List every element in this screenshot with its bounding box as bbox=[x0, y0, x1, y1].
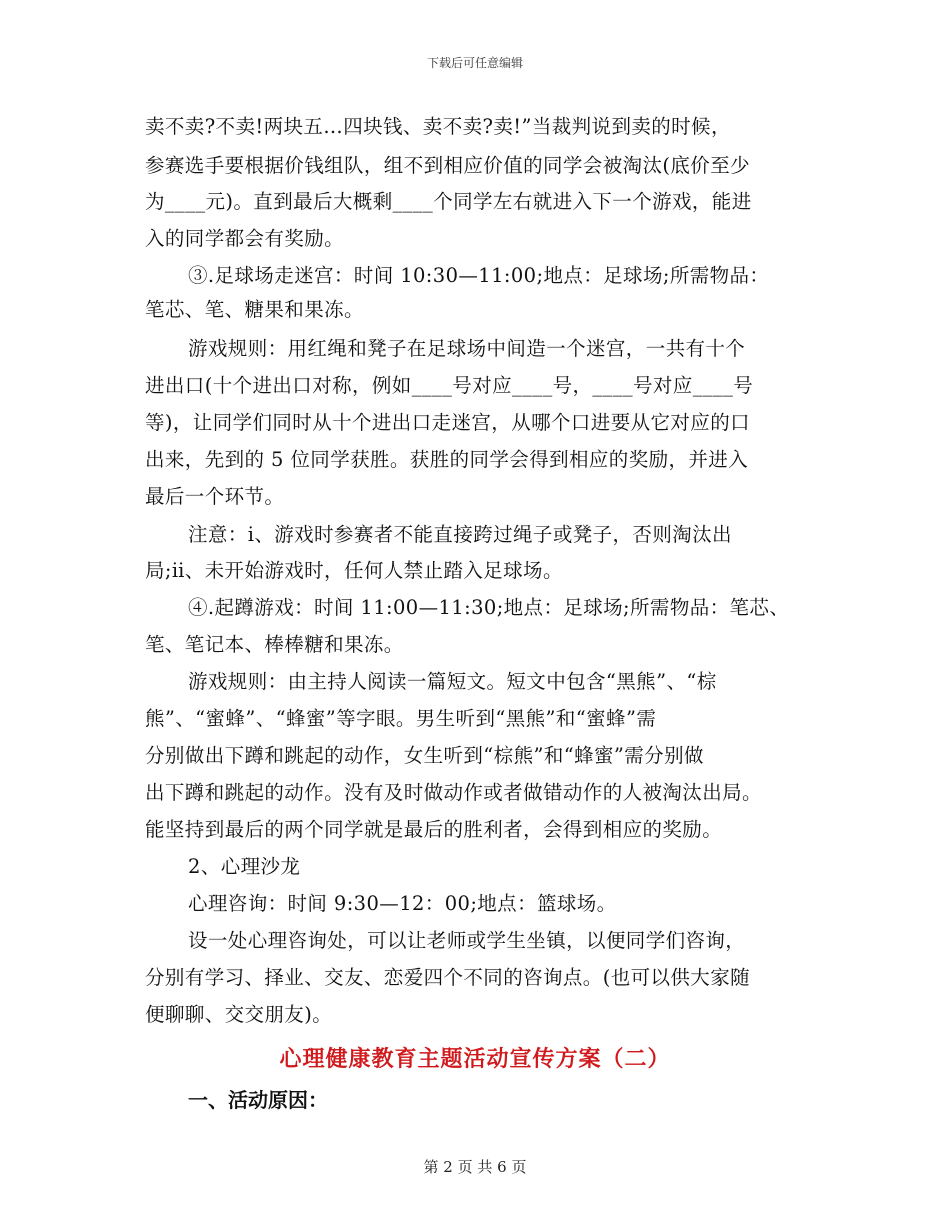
page-footer: 第 2 页 共 6 页 bbox=[423, 1158, 527, 1176]
paragraph-line: 注意：ⅰ、游戏时参赛者不能直接跨过绳子或凳子，否则淘汰出 bbox=[188, 523, 732, 546]
paragraph-line: 熊”、“蜜蜂”、“蜂蜜”等字眼。男生听到“黑熊”和“蜜蜂”需 bbox=[145, 707, 657, 730]
paragraph-line: 2、心理沙龙 bbox=[188, 855, 301, 878]
paragraph-line: 设一处心理咨询处，可以让老师或学生坐镇，以便同学们咨询， bbox=[188, 929, 746, 952]
paragraph-line: 参赛选手要根据价钱组队，组不到相应价值的同学会被淘汰(底价至少 bbox=[145, 154, 751, 177]
paragraph-line: 入的同学都会有奖励。 bbox=[145, 227, 345, 250]
paragraph-line: 出下蹲和跳起的动作。没有及时做动作或者做错动作的人被淘汰出局。 bbox=[145, 781, 762, 804]
paragraph-line: 局;ⅱ、未开始游戏时，任何人禁止踏入足球场。 bbox=[145, 559, 563, 582]
paragraph-line: 等)，让同学们同时从十个进出口走迷宫，从哪个口进要从它对应的口 bbox=[145, 411, 751, 434]
paragraph-line: 游戏规则：由主持人阅读一篇短文。短文中包含“黑熊”、“棕 bbox=[188, 670, 717, 693]
paragraph-line: 能坚持到最后的两个同学就是最后的胜利者，会得到相应的奖励。 bbox=[145, 818, 723, 841]
section-title: 心理健康教育主题活动宣传方案（二） bbox=[279, 1046, 671, 1072]
paragraph-line: 心理咨询：时间 9:30—12：00;地点：篮球场。 bbox=[188, 892, 617, 915]
paragraph-line: 最后一个环节。 bbox=[145, 485, 285, 508]
paragraph-line: 卖不卖?不卖!两块五…四块钱、卖不卖?卖!”当裁判说到卖的时候， bbox=[145, 115, 731, 138]
paragraph-line: 游戏规则：用红绳和凳子在足球场中间造一个迷宫，一共有十个 bbox=[188, 337, 746, 360]
paragraph-line: 分别做出下蹲和跳起的动作，女生听到“棕熊”和“蜂蜜”需分别做 bbox=[145, 744, 704, 767]
paragraph-line: 笔、笔记本、棒棒糖和果冻。 bbox=[145, 633, 404, 656]
paragraph-line: 进出口(十个进出口对称，例如____号对应____号，____号对应____号 bbox=[145, 374, 754, 397]
paragraph-line: 便聊聊、交交朋友)。 bbox=[145, 1003, 333, 1026]
paragraph-line: 为____元)。直到最后大概剩____个同学左右就进入下一个游戏，能进 bbox=[145, 190, 752, 213]
paragraph-line: ④.起蹲游戏：时间 11:00—11:30;地点：足球场;所需物品：笔芯、 bbox=[188, 596, 790, 619]
paragraph-line: 出来，先到的 5 位同学获胜。获胜的同学会得到相应的奖励，并进入 bbox=[145, 448, 749, 471]
page-header: 下载后可任意编辑 bbox=[426, 56, 523, 70]
paragraph-line: 笔芯、笔、糖果和果冻。 bbox=[145, 298, 364, 321]
paragraph-line: ③.足球场走迷宫：时间 10:30—11:00;地点：足球场;所需物品： bbox=[188, 264, 770, 287]
section-subtitle: 一、活动原因： bbox=[188, 1088, 328, 1112]
paragraph-line: 分别有学习、择业、交友、恋爱四个不同的咨询点。(也可以供大家随 bbox=[145, 966, 751, 989]
